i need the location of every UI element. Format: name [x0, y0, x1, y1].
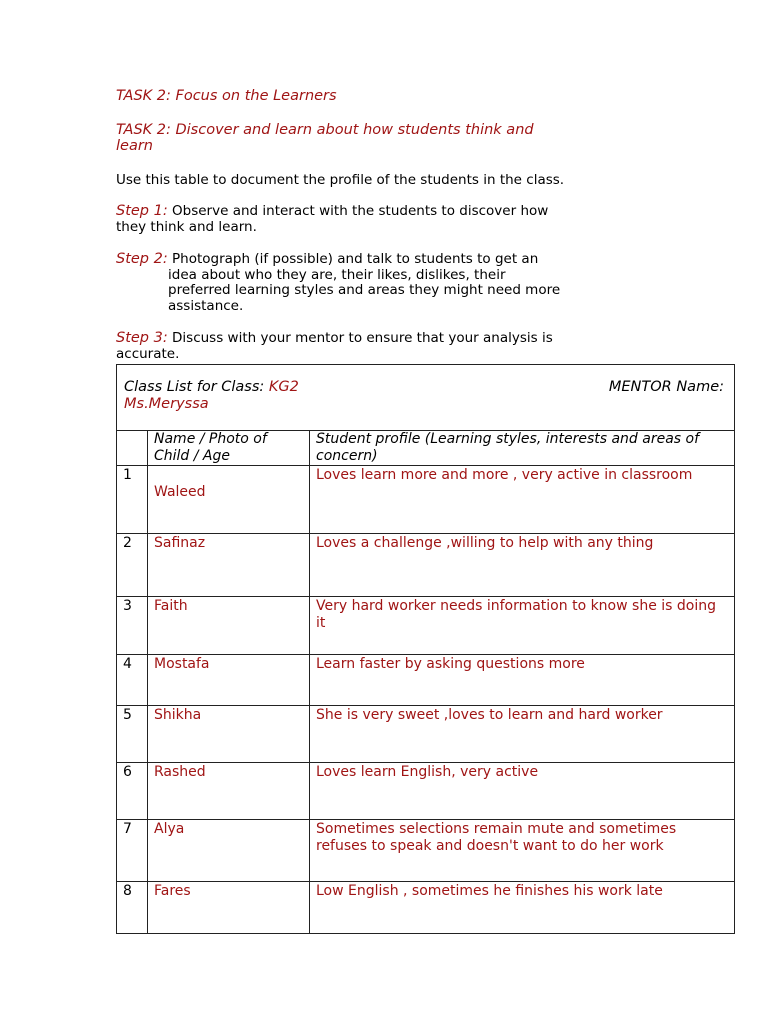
step-2-label: Step 2:: [116, 251, 168, 267]
row-number: 5: [117, 706, 148, 763]
student-profile: Sometimes selections remain mute and sometimes refuses to speak and doesn't want to do her work: [310, 820, 735, 882]
row-number: 7: [117, 820, 148, 882]
mentor-value: Ms.Meryssa: [124, 396, 209, 412]
step-3: [116, 331, 553, 362]
student-profile: Loves learn more and more , very active in classroom: [310, 466, 735, 534]
step-3-text-line-1: Discuss with your mentor to ensure that your analysis is: [167, 330, 553, 346]
row-number: 3: [117, 597, 148, 655]
student-profile: Loves learn English, very active: [310, 763, 735, 820]
step-2-text-line-4: assistance.: [168, 297, 244, 314]
class-label: Class List for Class:: [124, 379, 269, 395]
table-row: [117, 820, 735, 882]
student-name: Waleed: [148, 466, 310, 534]
step-2-text-line-3: preferred learning styles and areas they might need more: [168, 282, 561, 298]
mentor-label: MENTOR Name:: [608, 379, 724, 395]
class-list-table: [116, 364, 735, 934]
student-name: Safinaz: [148, 534, 310, 597]
step-2: [116, 252, 560, 314]
table-row: [117, 466, 735, 534]
column-header-name: Name / Photo of Child / Age: [148, 431, 310, 466]
row-number: 4: [117, 655, 148, 706]
student-name: Faith: [148, 597, 310, 655]
student-name: Mostafa: [148, 655, 310, 706]
table-row: [117, 763, 735, 820]
task-subtitle-line-2: learn: [116, 138, 153, 154]
step-1-text-line-2: they think and learn.: [116, 218, 257, 235]
table-row: [117, 706, 735, 763]
student-profile: Loves a challenge ,willing to help with any thing: [310, 534, 735, 597]
task-title: TASK 2: Focus on the Learners: [116, 88, 337, 104]
row-number: 1: [117, 466, 148, 534]
class-value: KG2: [268, 379, 299, 395]
step-3-text-line-2: accurate.: [116, 345, 180, 362]
row-number: 8: [117, 882, 148, 934]
table-row: [117, 655, 735, 706]
student-name: Rashed: [148, 763, 310, 820]
intro-text: Use this table to document the profile of the students in the class.: [116, 172, 565, 188]
class-header-cell: [117, 365, 735, 431]
task-subtitle-line-1: TASK 2: Discover and learn about how students think and: [116, 122, 534, 138]
step-1: [116, 204, 548, 235]
student-profile: Low English , sometimes he finishes his work late: [310, 882, 735, 934]
table-row: [117, 882, 735, 934]
step-1-label: Step 1:: [116, 203, 168, 219]
step-1-text-line-1: Observe and interact with the students to discover how: [167, 203, 549, 219]
student-profile: Very hard worker needs information to know she is doing it: [310, 597, 735, 655]
table-row: [117, 534, 735, 597]
student-name: Shikha: [148, 706, 310, 763]
student-name: Fares: [148, 882, 310, 934]
step-2-text-line-1: Photograph (if possible) and talk to students to get an: [167, 251, 539, 267]
row-number: 2: [117, 534, 148, 597]
task-subtitle: [116, 122, 534, 154]
student-name: Alya: [148, 820, 310, 882]
student-profile: She is very sweet ,loves to learn and hard worker: [310, 706, 735, 763]
column-header-profile: Student profile (Learning styles, interests and areas of concern): [310, 431, 735, 466]
table-row: [117, 597, 735, 655]
step-3-label: Step 3:: [116, 330, 168, 346]
row-number: 6: [117, 763, 148, 820]
column-header-number: [117, 431, 148, 466]
student-profile: Learn faster by asking questions more: [310, 655, 735, 706]
step-2-text-line-2: idea about who they are, their likes, dislikes, their: [168, 266, 506, 283]
